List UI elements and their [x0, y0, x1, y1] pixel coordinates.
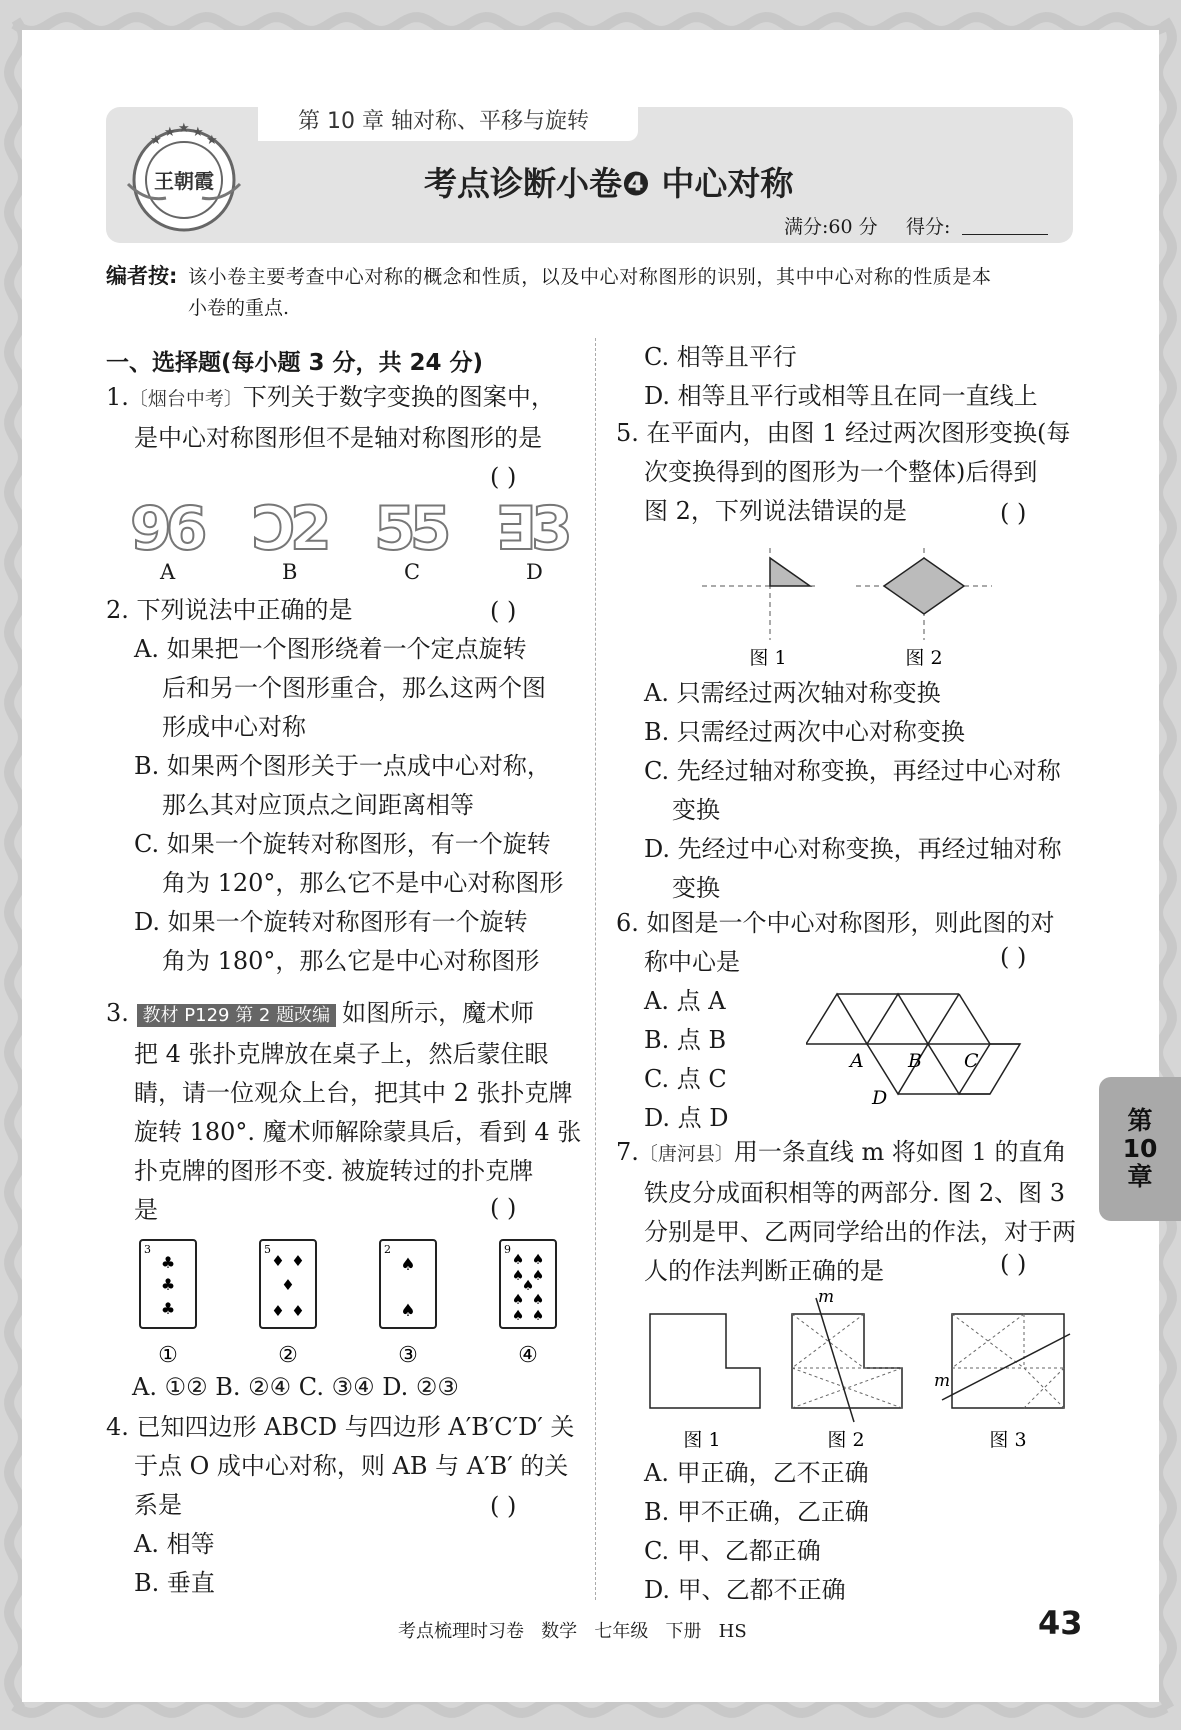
q7-line4: 人的作法判断正确的是 [644, 1257, 884, 1285]
card-4-pip: ♠ [521, 1278, 535, 1294]
q1-line1: 下列关于数字变换的图案中， [242, 383, 555, 411]
svg-text:★: ★ [206, 133, 218, 148]
q5-figures [690, 540, 1020, 670]
q3-line6: 是 [134, 1196, 158, 1224]
q1-letter-c: C [404, 560, 421, 584]
q7-option-d: D. 甲、乙都不正确 [644, 1576, 846, 1604]
full-score: 满分:60 分 [784, 216, 878, 238]
card-4-pip: ♠ [531, 1268, 545, 1284]
q6-point-d: D [872, 1087, 888, 1106]
q6-option-d: D. 点 D [644, 1104, 729, 1132]
card-2-pip: ♦ [291, 1252, 305, 1270]
q7-fig2-label: 图 2 [827, 1429, 865, 1450]
q1-figures [126, 494, 566, 584]
q5-figure-1 [702, 548, 818, 669]
q5-fig2-label: 图 2 [905, 647, 943, 669]
q2-option-d-line2: 角为 180°，那么它是中心对称图形 [162, 947, 540, 975]
card-2-rank: 5 [264, 1243, 271, 1256]
q2-option-a-line1: A. 如果把一个图形绕着一个定点旋转 [134, 635, 527, 663]
q6-option-c: C. 点 C [644, 1065, 727, 1093]
card-1-pip: ♣ [160, 1299, 176, 1318]
q3-textbook-badge: 教材 P129 第 2 题改编 [137, 1004, 337, 1027]
q7-fig3-label: 图 3 [989, 1429, 1027, 1450]
q7-figures [640, 1290, 1080, 1450]
editor-note-label: 编者按: [106, 264, 178, 288]
q6-option-b: B. 点 B [644, 1026, 727, 1054]
side-tab-line1: 第 [1127, 1106, 1153, 1135]
q5-option-c-line2: 变换 [672, 796, 720, 824]
q1-glyph-a: 96 [130, 494, 202, 564]
q1-answer-paren: ( ) [490, 463, 517, 491]
q2-option-c-line1: C. 如果一个旋转对称图形，有一个旋转 [134, 830, 551, 858]
q5-option-c-line1: C. 先经过轴对称变换，再经过中心对称 [644, 757, 1061, 785]
q3-cards-figure [130, 1236, 570, 1366]
q3-line3: 睛，请一位观众上台，把其中 2 张扑克牌 [134, 1079, 573, 1107]
chapter-title: 第 10 章 轴对称、平移与旋转 [298, 109, 589, 134]
side-tab-line2: 10 [1122, 1134, 1158, 1163]
q3-answer-paren: ( ) [490, 1194, 517, 1222]
playing-card-4 [500, 1240, 556, 1366]
card-3-pip: ♠ [400, 1301, 416, 1321]
q6-point-a: A [850, 1050, 864, 1072]
q5-line3: 图 2，下列说法错误的是 [644, 497, 907, 525]
q5-line2: 次变换得到的图形为一个整体)后得到 [644, 458, 1038, 486]
card-2-pip: ♦ [271, 1252, 285, 1270]
svg-text:★: ★ [164, 125, 176, 140]
svg-text:★: ★ [192, 125, 204, 140]
q6-line1: 6. 如图是一个中心对称图形，则此图的对 [616, 909, 1055, 937]
card-4-pip: ♠ [531, 1292, 545, 1308]
playing-card-1 [140, 1240, 196, 1366]
q1-source-tag: 〔烟台中考〕 [128, 388, 243, 410]
q5-option-d-line2: 变换 [672, 874, 720, 902]
q7-line3: 分别是甲、乙两同学给出的作法，对于两 [644, 1218, 1076, 1246]
q2-option-a-line3: 形成中心对称 [162, 713, 306, 741]
svg-text:★: ★ [178, 121, 190, 136]
q6-option-a: A. 点 A [644, 987, 726, 1015]
q7-figure-2 [792, 1290, 902, 1450]
q6-triangle-figure [806, 990, 1030, 1106]
q5-options [616, 674, 1062, 908]
card-4-pip: ♠ [511, 1308, 525, 1324]
q4-line1: 4. 已知四边形 ABCD 与四边形 A′B′C′D′ 关 [106, 1413, 575, 1441]
logo-emblem [126, 118, 242, 234]
q2-option-d-line1: D. 如果一个旋转对称图形有一个旋转 [134, 908, 528, 936]
card-3-rank: 2 [384, 1243, 391, 1256]
q7-option-a: A. 甲正确，乙不正确 [644, 1459, 869, 1487]
q7-answer-paren: ( ) [1000, 1250, 1027, 1278]
q7-number: 7. [616, 1138, 639, 1166]
q7-fig1-label: 图 1 [683, 1429, 721, 1450]
q2-option-b-line2: 那么其对应顶点之间距离相等 [162, 791, 474, 819]
q7-line2: 铁皮分成面积相等的两部分. 图 2、图 3 [644, 1179, 1066, 1207]
card-4-pip: ♠ [511, 1268, 525, 1284]
card-2-pip: ♦ [281, 1276, 295, 1294]
q6-point-c: C [964, 1050, 979, 1072]
q4-answer-paren: ( ) [490, 1492, 517, 1520]
q2-stem: 2. 下列说法中正确的是 [106, 596, 353, 624]
q6-answer-paren: ( ) [1000, 943, 1027, 971]
q5-figure-2 [856, 548, 992, 669]
q4-option-c: C. 相等且平行 [644, 343, 797, 371]
q3-line4: 旋转 180°. 魔术师解除蒙具后，看到 4 张 [134, 1118, 582, 1146]
q3-line2: 把 4 张扑克牌放在桌子上，然后蒙住眼 [134, 1040, 549, 1068]
card-4-label: ④ [518, 1343, 538, 1366]
chapter-side-tab [1099, 1077, 1181, 1221]
q5-option-d-line1: D. 先经过中心对称变换，再经过轴对称 [644, 835, 1062, 863]
section-title: 一、选择题(每小题 3 分，共 24 分) [106, 350, 484, 376]
question-1 [106, 378, 555, 458]
q4-option-d: D. 相等且平行或相等且在同一直线上 [644, 382, 1038, 410]
card-2-label: ② [278, 1343, 298, 1366]
page-number: 43 [1038, 1604, 1083, 1642]
card-2-pip: ♦ [271, 1302, 285, 1320]
editor-note-line1: 该小卷主要考查中心对称的概念和性质，以及中心对称图形的识别，其中中心对称的性质是本 [188, 266, 992, 288]
logo-text: 王朝霞 [154, 169, 214, 193]
playing-card-2 [260, 1240, 316, 1366]
question-2 [106, 591, 563, 981]
q2-answer-paren: ( ) [490, 597, 517, 625]
q4-option-a: A. 相等 [134, 1530, 215, 1558]
card-1-label: ① [158, 1343, 178, 1366]
q4-option-b: B. 垂直 [134, 1569, 215, 1597]
side-tab-line3: 章 [1127, 1162, 1153, 1191]
q5-line1: 5. 在平面内，由图 1 经过两次图形变换(每 [616, 419, 1071, 447]
card-1-rank: 3 [144, 1243, 151, 1256]
q1-glyph-d: ꓱ3 [496, 494, 567, 564]
q7-line1: 用一条直线 m 将如图 1 的直角 [733, 1138, 1067, 1166]
card-4-pip: ♠ [531, 1252, 545, 1268]
card-4-pip: ♠ [531, 1308, 545, 1324]
q7-figure-3 [934, 1314, 1070, 1450]
card-2-pip: ♦ [291, 1302, 305, 1320]
q7-fig3-line-m: m [934, 1371, 951, 1391]
q5-answer-paren: ( ) [1000, 499, 1027, 527]
q1-number: 1. [106, 383, 129, 411]
q3-line1: 如图所示，魔术师 [342, 999, 535, 1027]
score-label: 得分: [906, 216, 951, 238]
q1-letter-b: B [282, 560, 298, 584]
border-wave [14, 17, 1166, 31]
q3-line5: 扑克牌的图形不变. 被旋转过的扑克牌 [134, 1157, 534, 1185]
paper-title: 考点诊断小卷❹ 中心对称 [424, 164, 794, 203]
q4-line2: 于点 O 成中心对称，则 AB 与 A′B′ 的关 [134, 1452, 569, 1480]
q3-number: 3. [106, 999, 129, 1027]
q7-option-c: C. 甲、乙都正确 [644, 1537, 821, 1565]
column-divider [595, 338, 596, 1600]
q4-continued [616, 338, 1038, 416]
q2-option-b-line1: B. 如果两个图形关于一点成中心对称， [134, 752, 551, 780]
q7-option-b: B. 甲不正确，乙正确 [644, 1498, 869, 1526]
q6-line2: 称中心是 [644, 948, 740, 976]
card-4-pip: ♠ [511, 1292, 525, 1308]
q5-option-a: A. 只需经过两次轴对称变换 [644, 679, 941, 707]
card-3-label: ③ [398, 1343, 418, 1366]
q2-option-c-line2: 角为 120°，那么它不是中心对称图形 [162, 869, 564, 897]
footer-text: 考点梳理时习卷 数学 七年级 下册 HS [398, 1621, 747, 1642]
q4-line3: 系是 [134, 1491, 182, 1519]
svg-text:★: ★ [150, 133, 162, 148]
card-3-pip: ♠ [400, 1255, 416, 1275]
card-4-rank: 9 [504, 1243, 511, 1256]
border-wave [1158, 20, 1172, 1708]
q7-options [616, 1454, 869, 1610]
score-blank [962, 234, 1048, 235]
card-1-pip: ♣ [160, 1275, 176, 1294]
q1-glyph-b: ꓛ2 [252, 494, 326, 564]
q7-source-tag: 〔唐河县〕 [638, 1143, 734, 1165]
q7-fig2-line-m: m [818, 1290, 835, 1307]
q2-option-a-line2: 后和另一个图形重合，那么这两个图 [162, 674, 546, 702]
q5-fig1-label: 图 1 [749, 647, 787, 669]
border-wave [9, 20, 23, 1708]
q1-letter-d: D [526, 560, 543, 584]
editor-note-line2: 小卷的重点. [188, 297, 290, 319]
q7-figure-1 [650, 1314, 760, 1450]
playing-card-3 [380, 1240, 436, 1366]
q1-glyph-c: 55 [374, 494, 446, 564]
q1-line2: 是中心对称图形但不是轴对称图形的是 [134, 424, 542, 452]
q3-options: A. ①② B. ②④ C. ③④ D. ②③ [132, 1373, 459, 1401]
card-1-pip: ♣ [160, 1253, 176, 1272]
q6-point-b: B [908, 1050, 922, 1072]
q5-option-b: B. 只需经过两次中心对称变换 [644, 718, 965, 746]
card-4-pip: ♠ [511, 1252, 525, 1268]
q1-letter-a: A [160, 560, 176, 584]
